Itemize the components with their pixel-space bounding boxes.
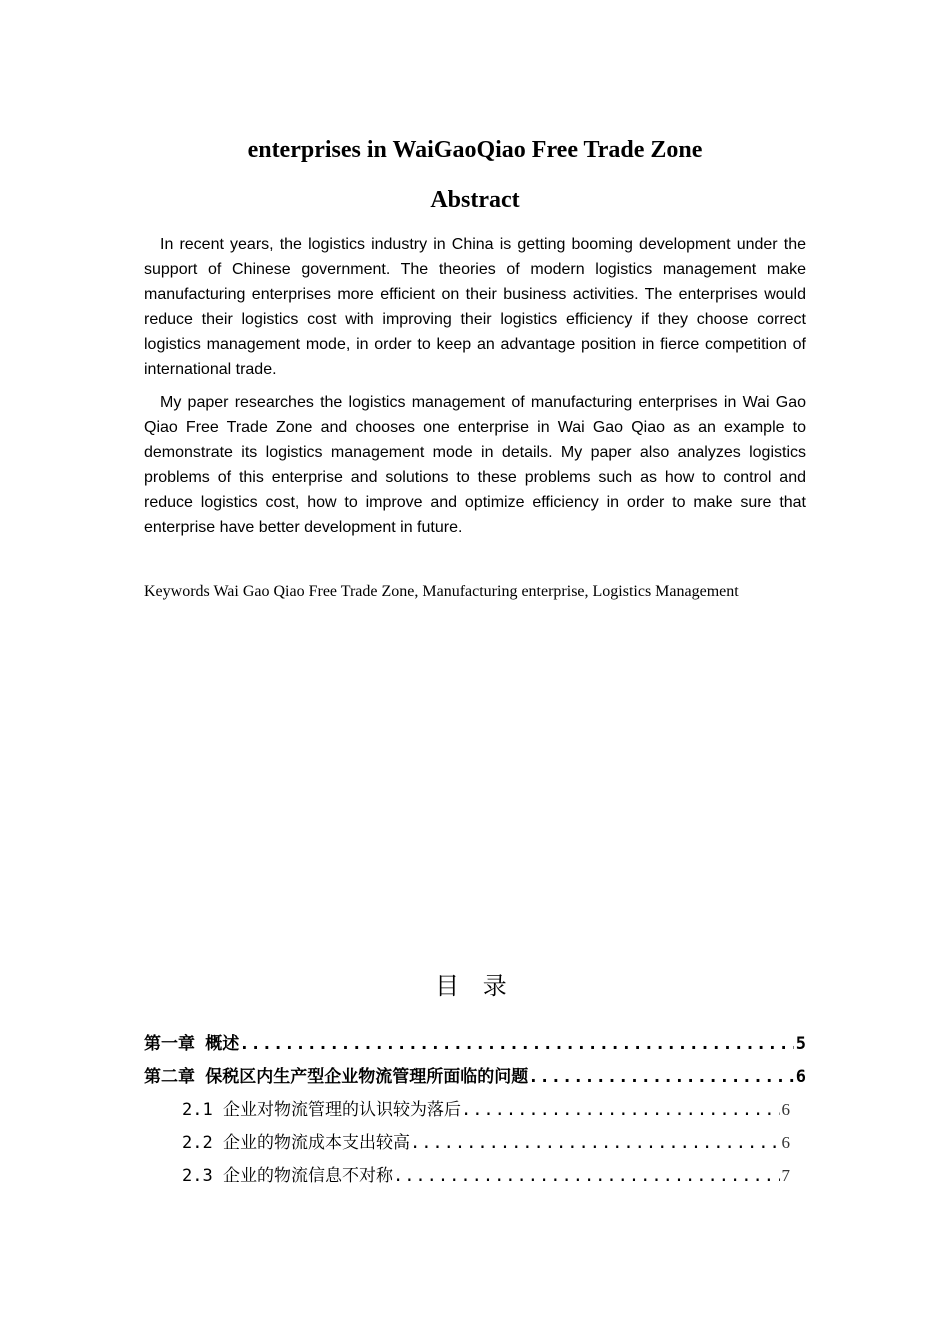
toc-page-number: 6 [795, 1067, 806, 1087]
toc-entry-chapter-1[interactable] [144, 1030, 806, 1063]
abstract-paragraph-1: In recent years, the logistics industry in China is getting booming development under the support of Chinese government. The theories of modern logistics management make manufacturing enterprises more efficient on their business activities. The enterprises would reduce their logistics cost with improving their logistics efficiency if they choose correct logistics management mode, in order to keep an advantage position in fierce competition of international trade. [144, 236, 806, 378]
toc-dot-leader [393, 1162, 780, 1190]
toc-dot-leader [461, 1096, 780, 1124]
table-of-contents [144, 1030, 806, 1195]
toc-entry-section-2-1[interactable] [182, 1096, 790, 1129]
keywords-line: Keywords Wai Gao Qiao Free Trade Zone, Manufacturing enterprise, Logistics Management [144, 583, 739, 600]
toc-page-number: 5 [795, 1034, 806, 1054]
toc-entry-text: 2.2 企业的物流成本支出较高 [182, 1133, 410, 1153]
toc-dot-leader [239, 1030, 794, 1058]
toc-entry-text: 2.3 企业的物流信息不对称 [182, 1166, 393, 1186]
toc-entry-section-2-2[interactable] [182, 1129, 790, 1162]
toc-entry-text: 第一章 概述 [144, 1034, 240, 1054]
toc-entry-section-2-3[interactable] [182, 1162, 790, 1195]
toc-page-number: 6 [781, 1133, 790, 1152]
abstract-body [144, 232, 806, 548]
abstract-heading: Abstract [430, 187, 520, 213]
toc-page-number: 6 [781, 1100, 790, 1119]
toc-entry-text: 2.1 企业对物流管理的认识较为落后 [182, 1100, 461, 1120]
abstract-paragraph-2: My paper researches the logistics management of manufacturing enterprises in Wai Gao Qiao Free Trade Zone and chooses one enterprise in Wai Gao Qiao as an example to demonstrate its logistics management mode in details. My paper also analyzes logistics problems of this enterprise and solutions to these problems such as how to control and reduce logistics cost, how to improve and optimize efficiency in order to make sure that enterprise have better development in future. [144, 394, 806, 536]
toc-heading: 目 录 [435, 972, 515, 1000]
toc-page-number: 7 [781, 1166, 790, 1185]
toc-dot-leader [528, 1063, 794, 1091]
toc-entry-chapter-2[interactable] [144, 1063, 806, 1096]
toc-dot-leader [410, 1129, 780, 1157]
toc-entry-text: 第二章 保税区内生产型企业物流管理所面临的问题 [144, 1067, 529, 1087]
paper-title: enterprises in WaiGaoQiao Free Trade Zone [247, 137, 703, 163]
